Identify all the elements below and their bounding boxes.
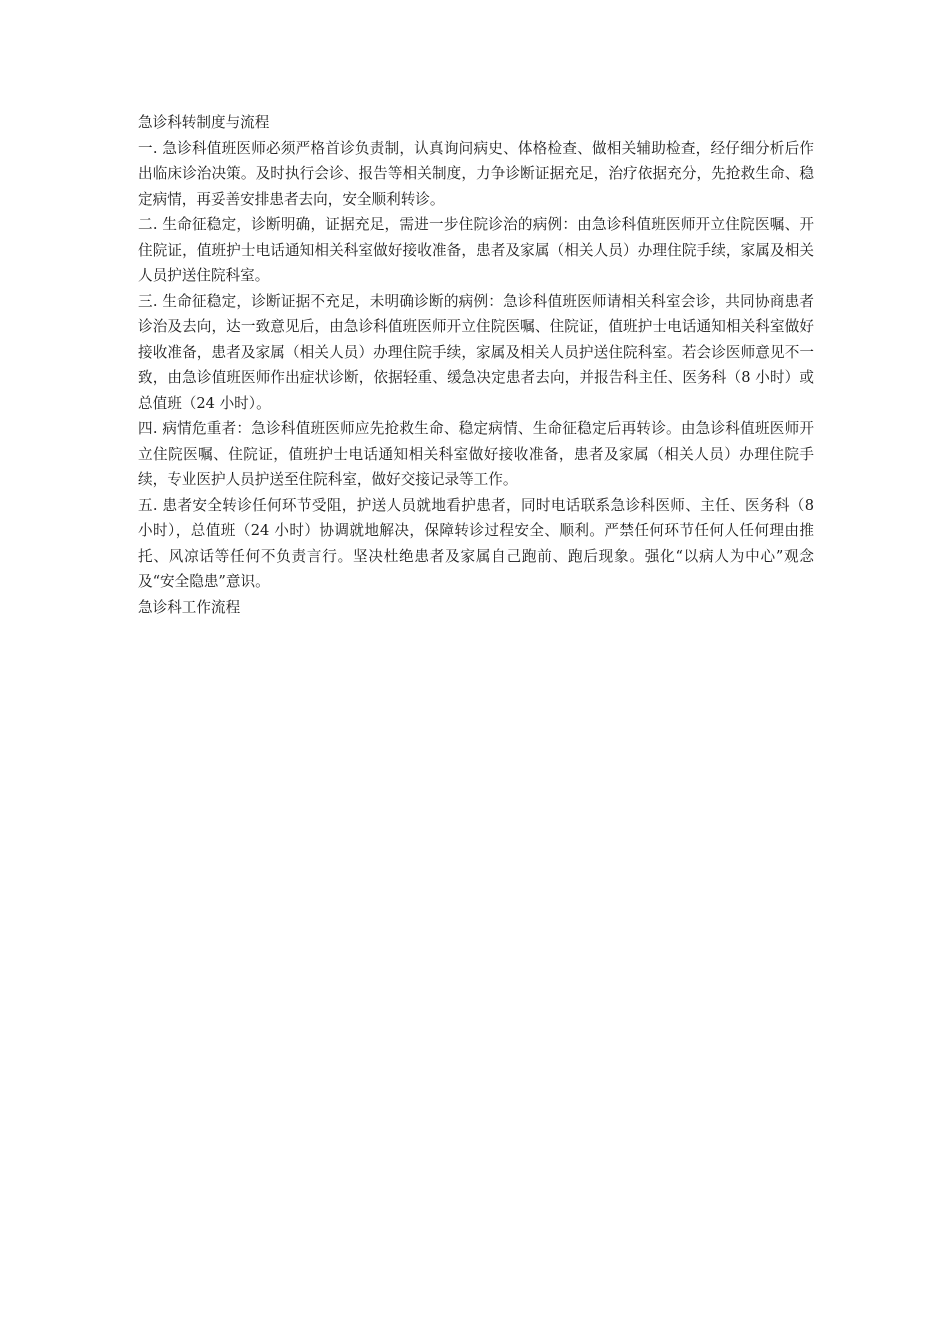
paragraph-5: 五. 患者安全转诊任何环节受阻，护送人员就地看护患者，同时电话联系急诊科医师、主任、医务科（8 小时），总值班（24 小时）协调就地解决，保障转诊过程安全、顺利。严禁任何环节任何人任何理由推托、风凉话等任何不负责言行。坚决杜绝患者及家属自己跑前、跑后现象。强化“以病人为中心”观念及“安全隐患”意识。	[138, 496, 814, 590]
paragraph-4: 四. 病情危重者：急诊科值班医师应先抢救生命、稳定病情、生命征稳定后再转诊。由急诊科值班医师开立住院医嘱、住院证，值班护士电话通知相关科室做好接收准备，患者及家属（相关人员）办理住院手续，专业医护人员护送至住院科室，做好交接记录等工作。	[138, 420, 814, 488]
paragraph-2: 二. 生命征稳定，诊断明确，证据充足，需进一步住院诊治的病例：由急诊科值班医师开立住院医嘱、开住院证，值班护士电话通知相关科室做好接收准备，患者及家属（相关人员）办理住院手续，家属及相关人员护送住院科室。	[138, 216, 814, 284]
section-title-workflow: 急诊科工作流程	[138, 598, 241, 616]
paragraph-1: 一. 急诊科值班医师必须严格首诊负责制，认真询问病史、体格检查、做相关辅助检查，经仔细分析后作出临床诊治决策。及时执行会诊、报告等相关制度，力争诊断证据充足，治疗依据充分，先抢救生命、稳定病情，再妥善安排患者去向，安全顺利转诊。	[138, 139, 814, 208]
paragraph-3: 三. 生命征稳定，诊断证据不充足，未明确诊断的病例：急诊科值班医师请相关科室会诊，共同协商患者诊治及去向，达一致意见后，由急诊科值班医师开立住院医嘱、住院证，值班护士电话通知相关科室做好接收准备，患者及家属（相关人员）办理住院手续，家属及相关人员护送住院科室。若会诊医师意见不一致，由急诊值班医师作出症状诊断，依据轻重、缓急决定患者去向，并报告科主任、医务科（8 小时）或总值班（24 小时）。	[138, 292, 814, 412]
document-body	[138, 110, 814, 620]
document-title: 急诊科转制度与流程	[138, 114, 270, 131]
